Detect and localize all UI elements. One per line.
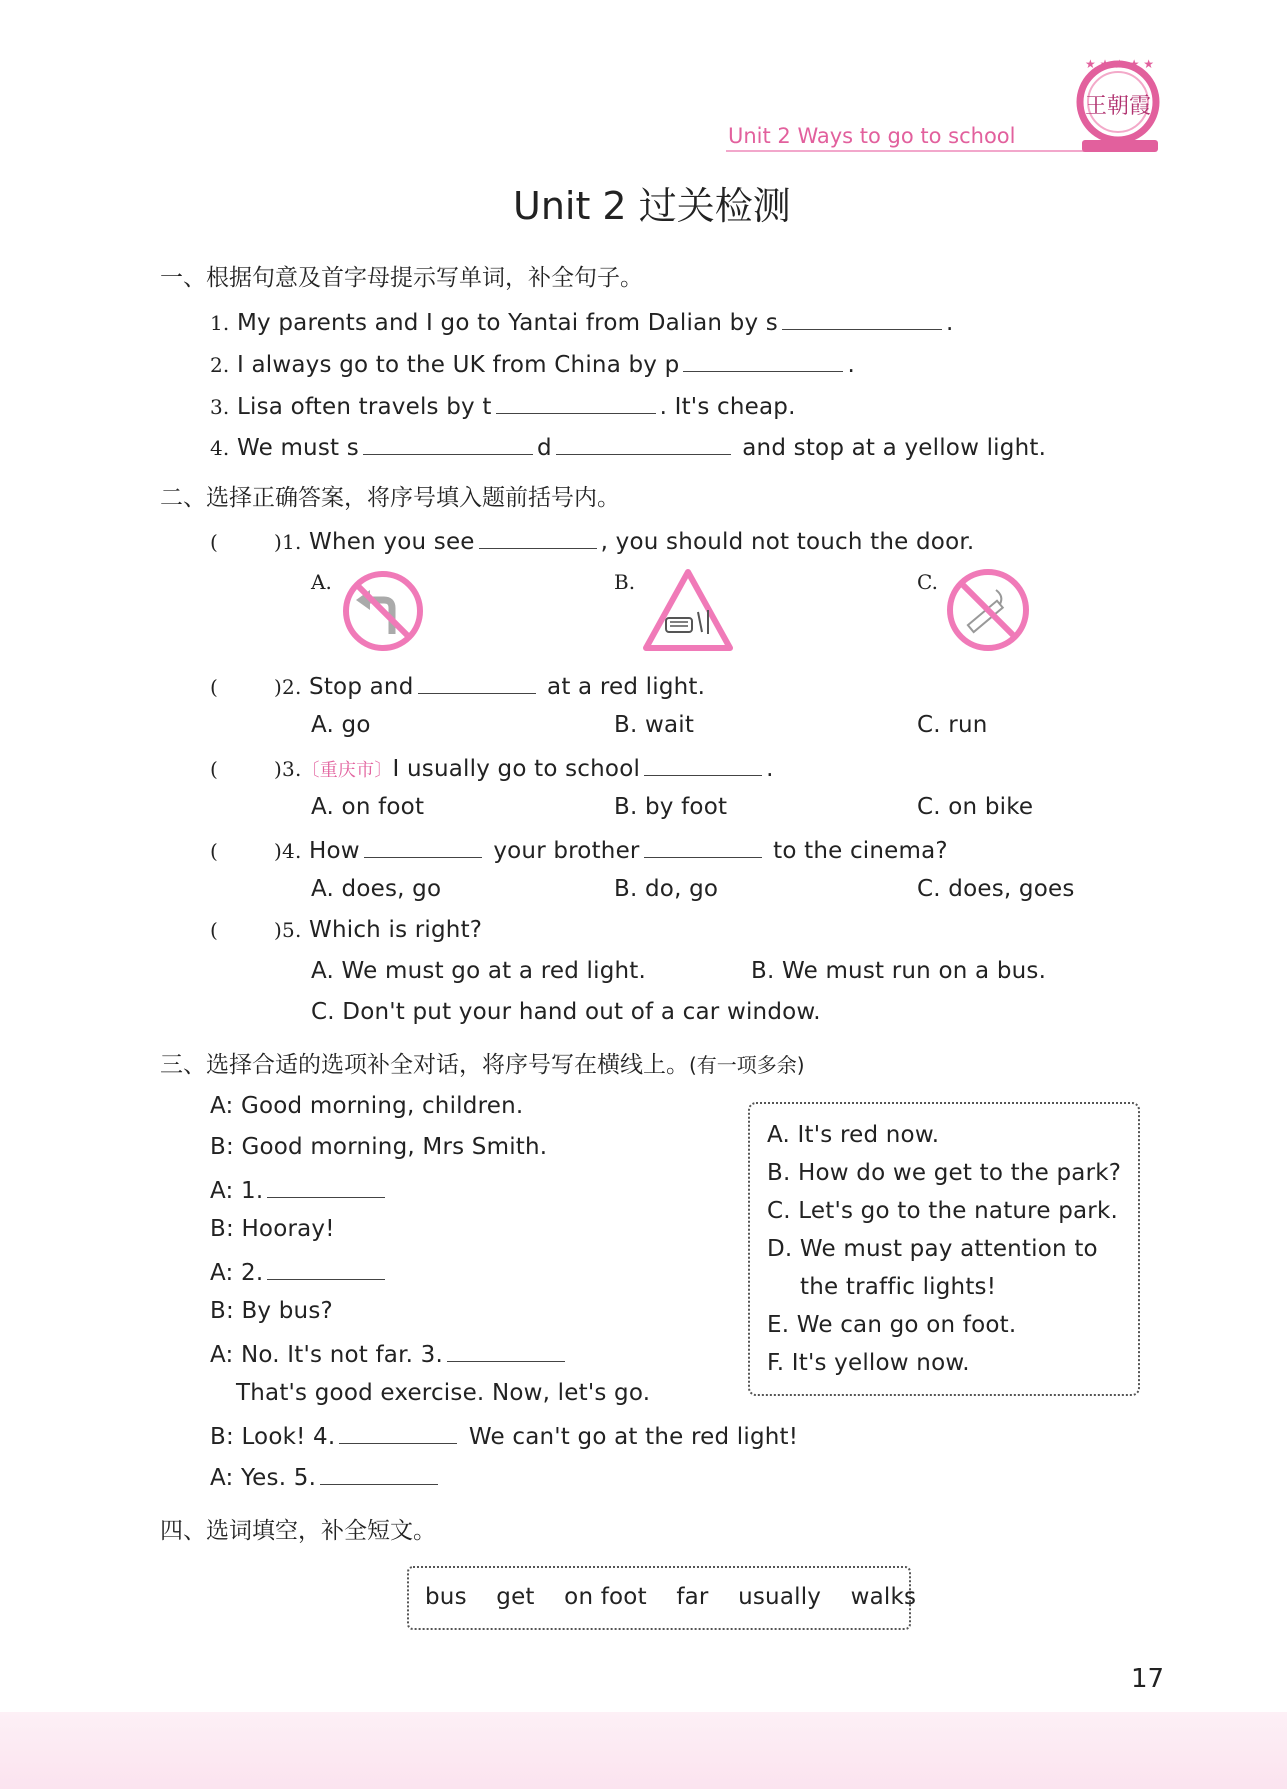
unit-header-link: Unit 2 Ways to go to school — [728, 124, 1016, 148]
s2-q3-opt-b[interactable]: B. by foot — [614, 794, 728, 820]
word-bank — [425, 1582, 916, 1612]
section3-heading: 三、选择合适的选项补全对话，将序号写在横线上。(有一项多余) — [160, 1052, 805, 1078]
no-left-turn-sign-icon — [340, 568, 426, 654]
dialog-line-2: B: Good morning, Mrs Smith. — [210, 1134, 548, 1160]
s2-q2-opt-a[interactable]: A. go — [311, 712, 371, 738]
dialog-line-6: B: By bus? — [210, 1298, 333, 1324]
s2-q4: ( )4. How your brother to the cinema? — [210, 833, 948, 866]
answer-blank — [644, 833, 762, 858]
answer-blank[interactable] — [782, 305, 942, 330]
svg-text:★ ★ ★ ★ ★: ★ ★ ★ ★ ★ — [1085, 57, 1155, 71]
answer-blank — [418, 669, 536, 694]
answer-blank — [479, 524, 597, 549]
s2-q5-opt-c[interactable]: C. Don't put your hand out of a car window. — [311, 999, 821, 1025]
s2-q4-opt-a[interactable]: A. does, go — [311, 876, 442, 902]
s2-q5-opt-a[interactable]: A. We must go at a red light. — [311, 958, 647, 984]
logo-text: 王朝霞 — [1084, 94, 1152, 119]
section4-heading: 四、选词填空，补全短文。 — [160, 1518, 436, 1544]
word-on-foot: on foot — [564, 1584, 647, 1610]
word-walks: walks — [850, 1584, 917, 1610]
dialog-line-5: A: 2. — [210, 1255, 389, 1288]
s2-q3: ( )3.〔重庆市〕I usually go to school . — [210, 751, 774, 786]
answer-blank[interactable] — [556, 430, 731, 455]
footer-band — [0, 1712, 1287, 1789]
dialog-line-1: A: Good morning, children. — [210, 1093, 524, 1119]
word-usually: usually — [738, 1584, 822, 1610]
hand-warning-sign-icon — [640, 566, 736, 656]
s2-q2: ( )2. Stop and at a red light. — [210, 669, 705, 702]
section1-heading: 一、根据句意及首字母提示写单词，补全句子。 — [160, 265, 643, 291]
no-smoking-sign-icon — [944, 566, 1032, 654]
region-tag: 〔重庆市〕 — [301, 760, 393, 781]
answer-blank[interactable] — [683, 347, 843, 372]
s2-q1: ( )1. When you see , you should not touch the door. — [210, 524, 974, 557]
answer-blank[interactable] — [339, 1419, 457, 1444]
word-far: far — [676, 1584, 709, 1610]
s1-item-4: 4. We must s d and stop at a yellow light. — [210, 430, 1046, 463]
s1-item-3: 3. Lisa often travels by t . It's cheap. — [210, 389, 796, 422]
s2-q1-opt-a[interactable]: A. — [311, 570, 332, 594]
dialog-line-4: B: Hooray! — [210, 1216, 335, 1242]
option-b: B. How do we get to the park? — [767, 1160, 1122, 1186]
page-title: Unit 2 过关检测 — [513, 184, 791, 228]
option-a: A. It's red now. — [767, 1122, 940, 1148]
s2-q4-opt-c[interactable]: C. does, goes — [917, 876, 1075, 902]
answer-blank — [644, 751, 762, 776]
s2-q5-opt-b[interactable]: B. We must run on a bus. — [751, 958, 1047, 984]
dialog-line-3: A: 1. — [210, 1173, 389, 1206]
option-c: C. Let's go to the nature park. — [767, 1198, 1118, 1224]
answer-blank[interactable] — [447, 1337, 565, 1362]
answer-blank[interactable] — [320, 1460, 438, 1485]
option-e: E. We can go on foot. — [767, 1312, 1017, 1338]
s2-q2-opt-c[interactable]: C. run — [917, 712, 988, 738]
s2-q3-opt-c[interactable]: C. on bike — [917, 794, 1034, 820]
dialog-line-9: B: Look! 4. We can't go at the red light! — [210, 1419, 798, 1452]
answer-blank — [364, 833, 482, 858]
dialog-line-10: A: Yes. 5. — [210, 1460, 442, 1493]
s2-q2-opt-b[interactable]: B. wait — [614, 712, 695, 738]
option-f: F. It's yellow now. — [767, 1350, 970, 1376]
answer-blank[interactable] — [363, 430, 533, 455]
answer-blank[interactable] — [496, 389, 656, 414]
s1-item-2: 2. I always go to the UK from China by p . — [210, 347, 855, 380]
s2-q1-opt-b[interactable]: B. — [614, 570, 636, 594]
s2-q1-opt-c[interactable]: C. — [917, 570, 938, 594]
s2-q3-opt-a[interactable]: A. on foot — [311, 794, 425, 820]
option-d-continued: the traffic lights! — [800, 1274, 997, 1300]
s1-item-1: 1. My parents and I go to Yantai from Dalian by s . — [210, 305, 954, 338]
publisher-logo — [1070, 52, 1170, 162]
s2-q4-opt-b[interactable]: B. do, go — [614, 876, 719, 902]
s2-q5: ( )5. Which is right? — [210, 917, 483, 943]
section3-note: (有一项多余) — [689, 1053, 805, 1077]
option-d: D. We must pay attention to — [767, 1236, 1098, 1262]
answer-blank[interactable] — [267, 1173, 385, 1198]
word-bus: bus — [425, 1584, 467, 1610]
answer-blank[interactable] — [267, 1255, 385, 1280]
dialog-line-8: That's good exercise. Now, let's go. — [236, 1380, 651, 1406]
dialog-line-7: A: No. It's not far. 3. — [210, 1337, 569, 1370]
section2-heading: 二、选择正确答案，将序号填入题前括号内。 — [160, 485, 620, 511]
word-get: get — [496, 1584, 535, 1610]
header-underline — [726, 150, 1098, 152]
page-number: 17 — [1131, 1664, 1165, 1694]
